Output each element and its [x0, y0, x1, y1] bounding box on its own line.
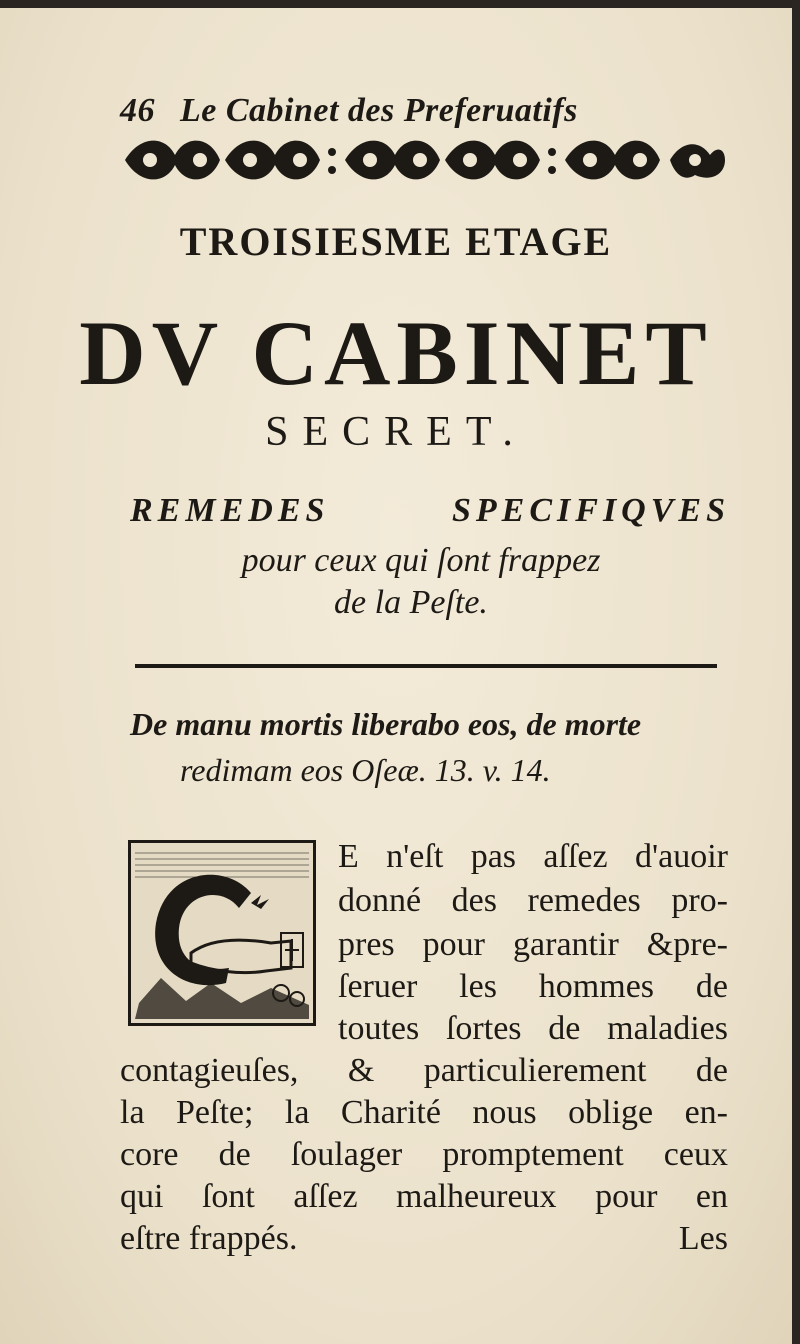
body-last-text: eſtre frappés. [120, 1220, 298, 1257]
body-line-6: contagieuſes, & particulierement de [120, 1052, 728, 1089]
ornament-headband [120, 130, 730, 190]
running-title: Le Cabinet des Preferuatifs [180, 92, 578, 129]
subheading-line-3: de la Peſte. [334, 584, 488, 621]
subheading-line-2: pour ceux qui ſont frappez [241, 542, 601, 579]
subheading-right: SPECIFIQVES [452, 492, 730, 529]
drop-cap-woodcut [128, 840, 316, 1026]
body-line-5: toutes ſortes de maladies [338, 1010, 728, 1047]
woodcut-initial-c-icon [131, 843, 313, 1023]
epigraph-line-1: De manu mortis liberabo eos, de morte [130, 706, 642, 742]
body-line-3: pres pour garantir &pre- [338, 926, 728, 963]
heading-line-3: SECRET. [265, 409, 527, 455]
body-line-1: E n'eſt pas aſſez d'auoir [338, 838, 728, 875]
body-line-8: core de ſoulager promptement ceux [120, 1136, 728, 1173]
heading-line-2: DV CABINET [79, 302, 713, 404]
body-line-4: ſeruer les hommes de [338, 968, 728, 1005]
body-line-7: la Peſte; la Charité nous oblige en- [120, 1094, 728, 1131]
page-number: 46 [120, 92, 155, 129]
subheading-left: REMEDES [130, 492, 330, 529]
horizontal-rule [135, 664, 717, 668]
page-right-edge [792, 0, 800, 1344]
heading-line-1: TROISIESME ETAGE [179, 219, 613, 264]
body-line-last [120, 1220, 728, 1258]
body-line-9: qui ſont aſſez malheureux pour en [120, 1178, 728, 1215]
running-head [120, 92, 578, 130]
body-line-2: donné des remedes pro- [338, 882, 728, 919]
epigraph-line-2: redimam eos Oſeæ. 13. v. 14. [180, 752, 551, 788]
catchword: Les [678, 1220, 728, 1257]
subheading-line-1 [130, 492, 730, 530]
page-top-edge [0, 0, 800, 8]
